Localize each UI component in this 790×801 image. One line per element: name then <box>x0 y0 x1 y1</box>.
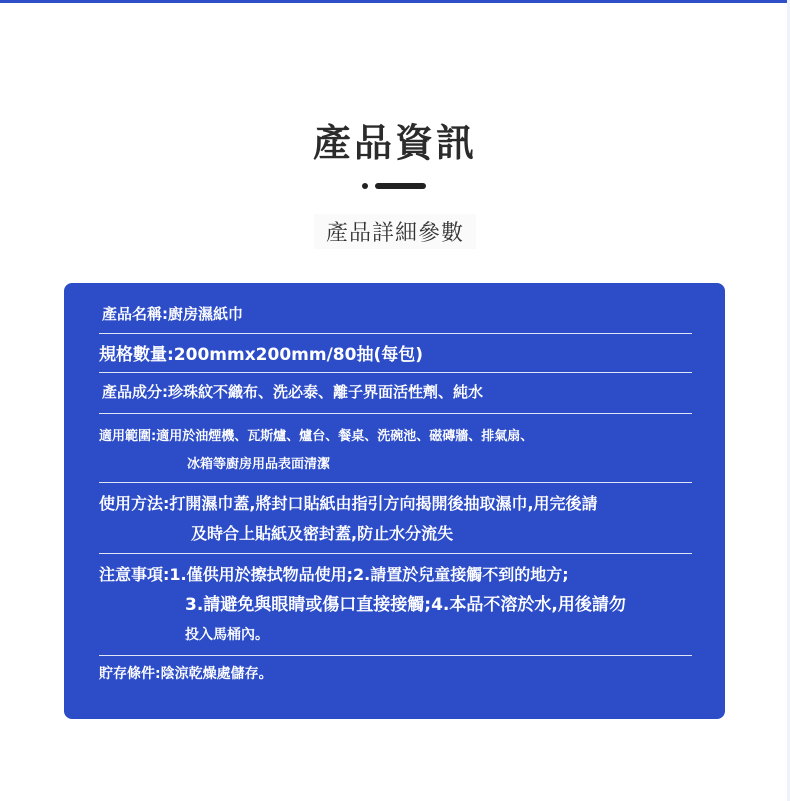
info-row-storage <box>99 663 692 685</box>
divider-bar <box>375 183 426 189</box>
info-row-usage <box>99 489 692 549</box>
info-line: 規格數量:200mmx200mm/80抽(每包) <box>99 345 423 365</box>
page-title: 產品資訊 <box>312 121 477 165</box>
top-accent-bar <box>0 0 790 3</box>
title-container <box>0 112 790 167</box>
info-line: 冰箱等廚房用品表面清潔 <box>187 457 331 472</box>
info-row-ingredients <box>102 381 695 403</box>
title-divider <box>362 183 432 189</box>
info-line: 3.請避免與眼睛或傷口直接接觸;4.本品不溶於水,用後請勿 <box>185 595 626 615</box>
info-line: 使用方法:打開濕巾蓋,將封口貼紙由指引方向揭開後抽取濕巾,用完後請 <box>99 494 598 513</box>
info-line: 貯存條件:陰涼乾燥處儲存。 <box>99 666 273 682</box>
info-row-product-name <box>102 303 695 325</box>
info-line: 產品成分:珍珠紋不織布、洗必泰、離子界面活性劑、純水 <box>102 383 484 401</box>
info-row-cautions <box>99 560 692 650</box>
info-row-scope <box>99 423 692 479</box>
row-separator <box>99 482 692 483</box>
info-line: 適用範圍:適用於油煙機、瓦斯爐、爐台、餐桌、洗碗池、磁磚牆、排氣扇、 <box>99 429 534 444</box>
info-line: 及時合上貼紙及密封蓋,防止水分流失 <box>191 524 454 543</box>
row-separator <box>99 372 692 373</box>
info-line: 產品名稱:廚房濕紙巾 <box>102 305 243 323</box>
row-separator <box>99 413 692 414</box>
info-line: 注意事項:1.僅供用於擦拭物品使用;2.請置於兒童接觸不到的地方; <box>99 565 569 584</box>
divider-dot <box>362 183 368 189</box>
info-line: 投入馬桶內。 <box>185 627 269 643</box>
info-row-spec <box>99 343 692 367</box>
product-info-card <box>64 283 725 719</box>
row-separator <box>99 655 692 656</box>
row-separator <box>99 553 692 554</box>
page-subtitle: 產品詳細參數 <box>314 214 476 249</box>
subtitle-container <box>0 214 790 249</box>
row-separator <box>99 333 692 334</box>
